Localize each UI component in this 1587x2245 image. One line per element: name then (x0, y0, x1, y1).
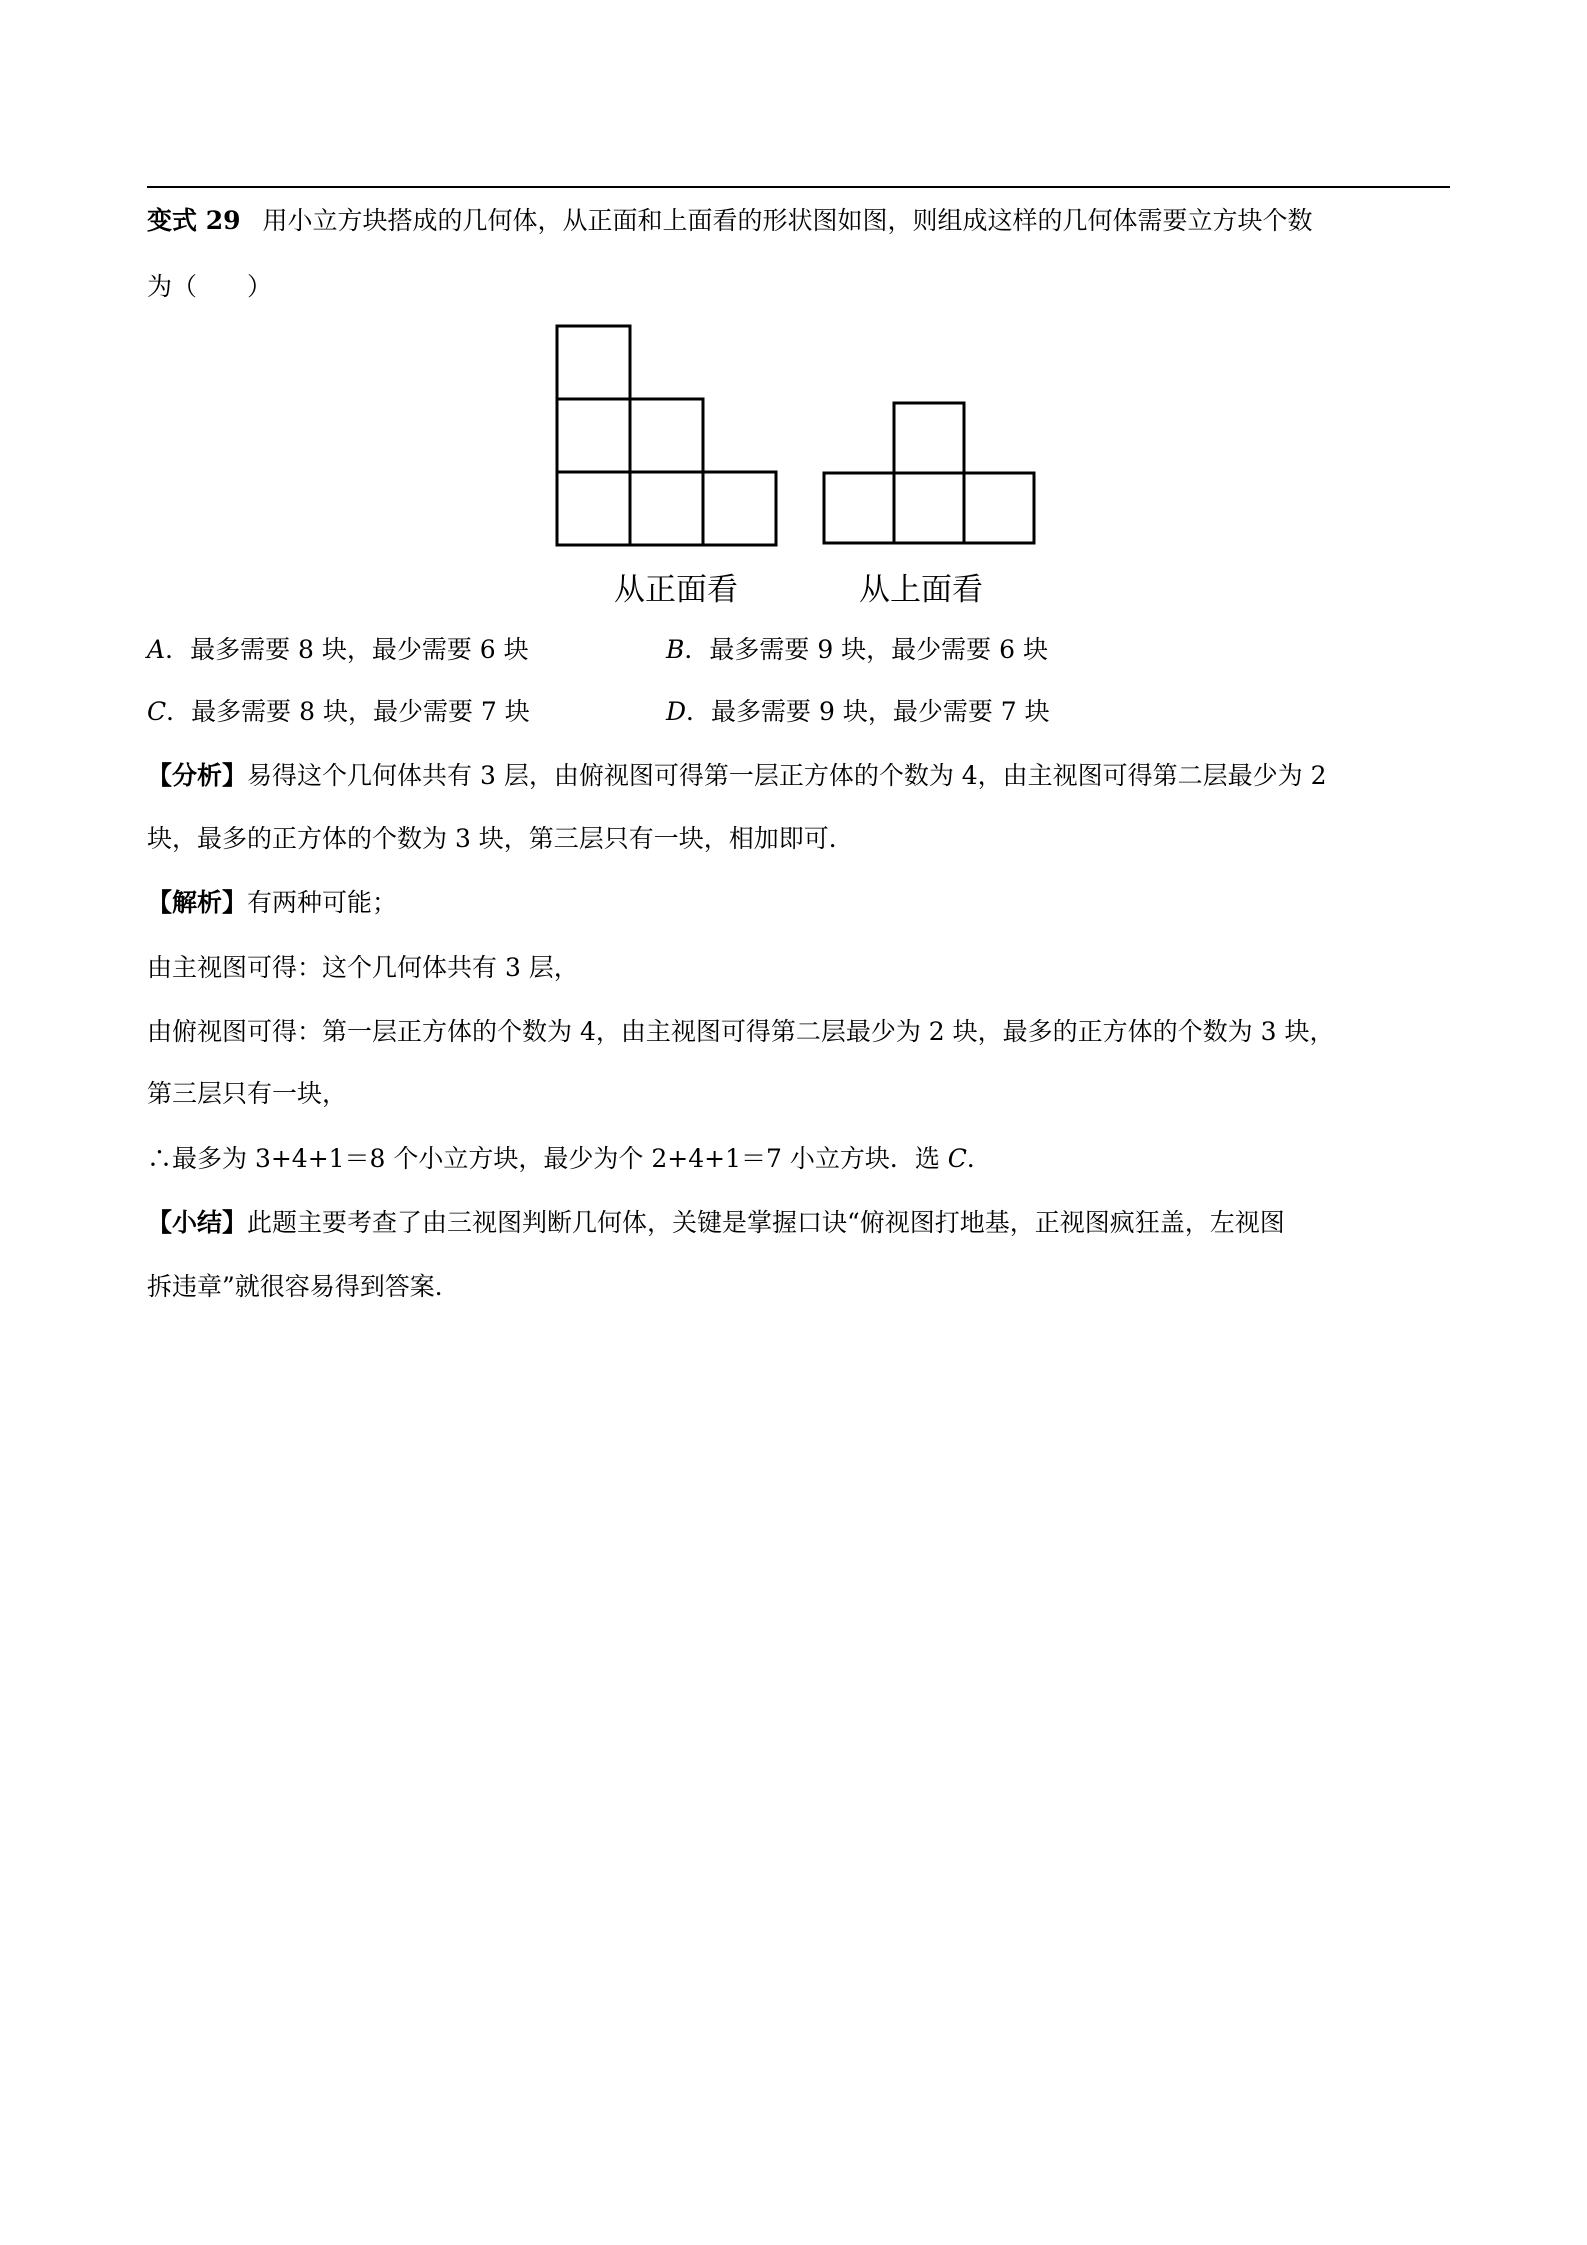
analysis-line-2: 块，最多的正方体的个数为 3 块，第三层只有一块，相加即可． (147, 824, 854, 853)
solution-line-3: 由俯视图可得：第一层正方体的个数为 4，由主视图可得第二层最少为 2 块，最多的正方体的个数为 3 块， (147, 1017, 1335, 1046)
question-line-1 (147, 206, 1312, 236)
question-text: 用小立方块搭成的几何体，从正面和上面看的形状图如图，则组成这样的几何体需要立方块个数 (262, 206, 1313, 235)
top-view-cell (894, 473, 964, 543)
question-label: 变式 29 (147, 206, 241, 235)
option-d-letter: D (666, 697, 687, 726)
views-svg (550, 318, 1050, 618)
top-view-cell (894, 403, 964, 473)
front-view-cell (557, 399, 630, 472)
front-view-cell (557, 326, 630, 399)
analysis-text-1: 易得这个几何体共有 3 层，由俯视图可得第一层正方体的个数为 4，由主视图可得第二层最少为 2 (247, 761, 1327, 790)
front-view-cell (703, 472, 776, 545)
three-view-figure (550, 318, 1050, 618)
solution-text-5-end: ． (966, 1144, 992, 1173)
option-d (666, 697, 1050, 727)
option-a-text: ．最多需要 8 块，最少需要 6 块 (165, 635, 529, 664)
top-view-cell (824, 473, 894, 543)
header-rule (147, 186, 1450, 188)
summary-line-2: 拆违章”就很容易得到答案． (147, 1272, 460, 1301)
top-view (824, 403, 1034, 543)
solution-line-5 (147, 1144, 992, 1174)
option-b (666, 635, 1048, 665)
front-view-label: 从正面看 (614, 572, 738, 608)
solution-line-4: 第三层只有一块， (147, 1079, 348, 1108)
front-view-cell (630, 399, 703, 472)
front-view (557, 326, 776, 545)
solution-tag: 【解析】 (147, 888, 248, 917)
front-view-cell (557, 472, 630, 545)
summary-text-1: 此题主要考查了由三视图判断几何体，关键是掌握口诀“俯视图打地基，正视图疯狂盖，左视图 (247, 1208, 1285, 1237)
solution-answer: C (947, 1144, 967, 1173)
top-view-label: 从上面看 (859, 572, 983, 608)
option-c-letter: C (147, 697, 167, 726)
option-d-text: ．最多需要 9 块，最少需要 7 块 (686, 697, 1050, 726)
summary-line-1 (147, 1208, 1285, 1238)
front-view-cell (630, 472, 703, 545)
top-view-cell (964, 473, 1034, 543)
option-b-text: ．最多需要 9 块，最少需要 6 块 (684, 635, 1048, 664)
summary-tag: 【小结】 (147, 1208, 248, 1237)
option-b-letter: B (666, 635, 685, 664)
option-a (147, 635, 529, 665)
solution-text-5: ∴最多为 3+4+1＝8 个小立方块，最少为个 2+4+1＝7 小立方块．选 (147, 1144, 948, 1173)
question-line-2: 为（ ） (147, 272, 273, 301)
option-c (147, 697, 530, 727)
solution-line-2: 由主视图可得：这个几何体共有 3 层， (147, 953, 579, 982)
analysis-tag: 【分析】 (147, 761, 248, 790)
analysis-line-1 (147, 761, 1327, 791)
solution-text-1: 有两种可能； (247, 888, 398, 917)
solution-line-1 (147, 888, 397, 918)
option-a-letter: A (147, 635, 166, 664)
option-c-text: ．最多需要 8 块，最少需要 7 块 (166, 697, 530, 726)
